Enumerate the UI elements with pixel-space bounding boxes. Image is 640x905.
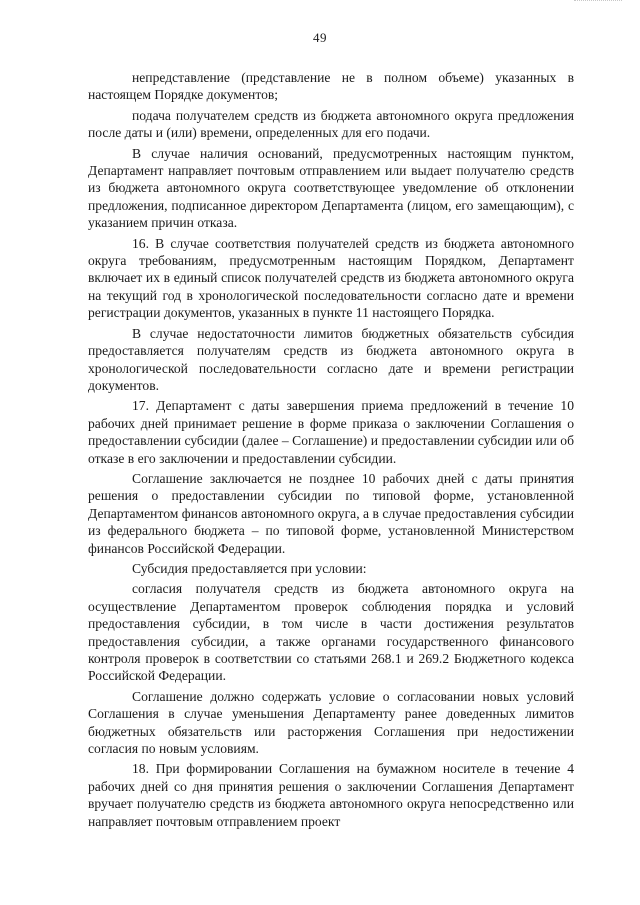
document-body [88, 69, 574, 833]
paragraph: Соглашение должно содержать условие о согласовании новых условий Соглашения в случае уменьшения Департаменту ранее доведенных лимитов бюджетных обязательств или расторжения Соглашения при недостижении согласия по новым условиям. [88, 688, 574, 757]
paragraph: Субсидия предоставляется при условии: [132, 560, 367, 576]
paragraph: подача получателем средств из бюджета автономного округа предложения после даты и (или) времени, определенных для его подачи. [88, 107, 574, 141]
paragraph-section-17: 17. Департамент с даты завершения приема предложений в течение 10 рабочих дней принимает решение в форме приказа о заключении Соглашения о предоставлении субсидии (далее – Соглашение) и предоставлении субсидии или об отказе в его заключении и предоставлении субсидии. [88, 398, 574, 466]
page-number: 49 [313, 30, 327, 45]
paragraph-section-16: 16. В случае соответствия получателей средств из бюджета автономного округа требованиям, предусмотренным настоящим Порядком, Департамент включает их в единый список получателей средств из бюджета автономного округа на текущий год в хронологической последовательности согласно дате и времени регистрации документов, указанных в пункте 11 настоящего Порядка. [88, 235, 574, 321]
paragraph: согласия получателя средств из бюджета автономного округа на осуществление Департаментом проверок соблюдения порядка и условий предоставления субсидии, в том числе в части достижения результатов предоставления субсидии, а также органами государственного финансового контроля проверок в соответствии со статьями 268.1 и 269.2 Бюджетного кодекса Российской Федерации. [88, 581, 574, 684]
paragraph-section-18: 18. При формировании Соглашения на бумажном носителе в течение 4 рабочих дней со дня принятия решения о заключении Соглашения Департамент вручает получателю средств из бюджета автономного округа непосредственно или направляет почтовым отправлением проект [88, 761, 574, 829]
paragraph: непредставление (представление не в полном объеме) указанных в настоящем Порядке документов; [88, 70, 574, 103]
scan-edge-mark [574, 0, 622, 5]
paragraph: В случае наличия оснований, предусмотренных настоящим пунктом, Департамент направляет почтовым отправлением или выдает получателю средств из бюджета автономного округа соответствующее уведомление об отклонении предложения, подписанное директором Департамента (лицом, его замещающим), с указанием причин отказа. [88, 145, 574, 231]
paragraph: Соглашение заключается не позднее 10 рабочих дней с даты принятия решения о предоставлении субсидии по типовой форме, установленной Департаментом финансов автономного округа, а в случае предоставления субсидии из федерального бюджета – по типовой форме, установленной Министерством финансов Российской Федерации. [88, 470, 574, 556]
paragraph: В случае недостаточности лимитов бюджетных обязательств субсидия предоставляется получателям средств из бюджета автономного округа в хронологической последовательности согласно дате и времени регистрации документов. [88, 325, 574, 393]
